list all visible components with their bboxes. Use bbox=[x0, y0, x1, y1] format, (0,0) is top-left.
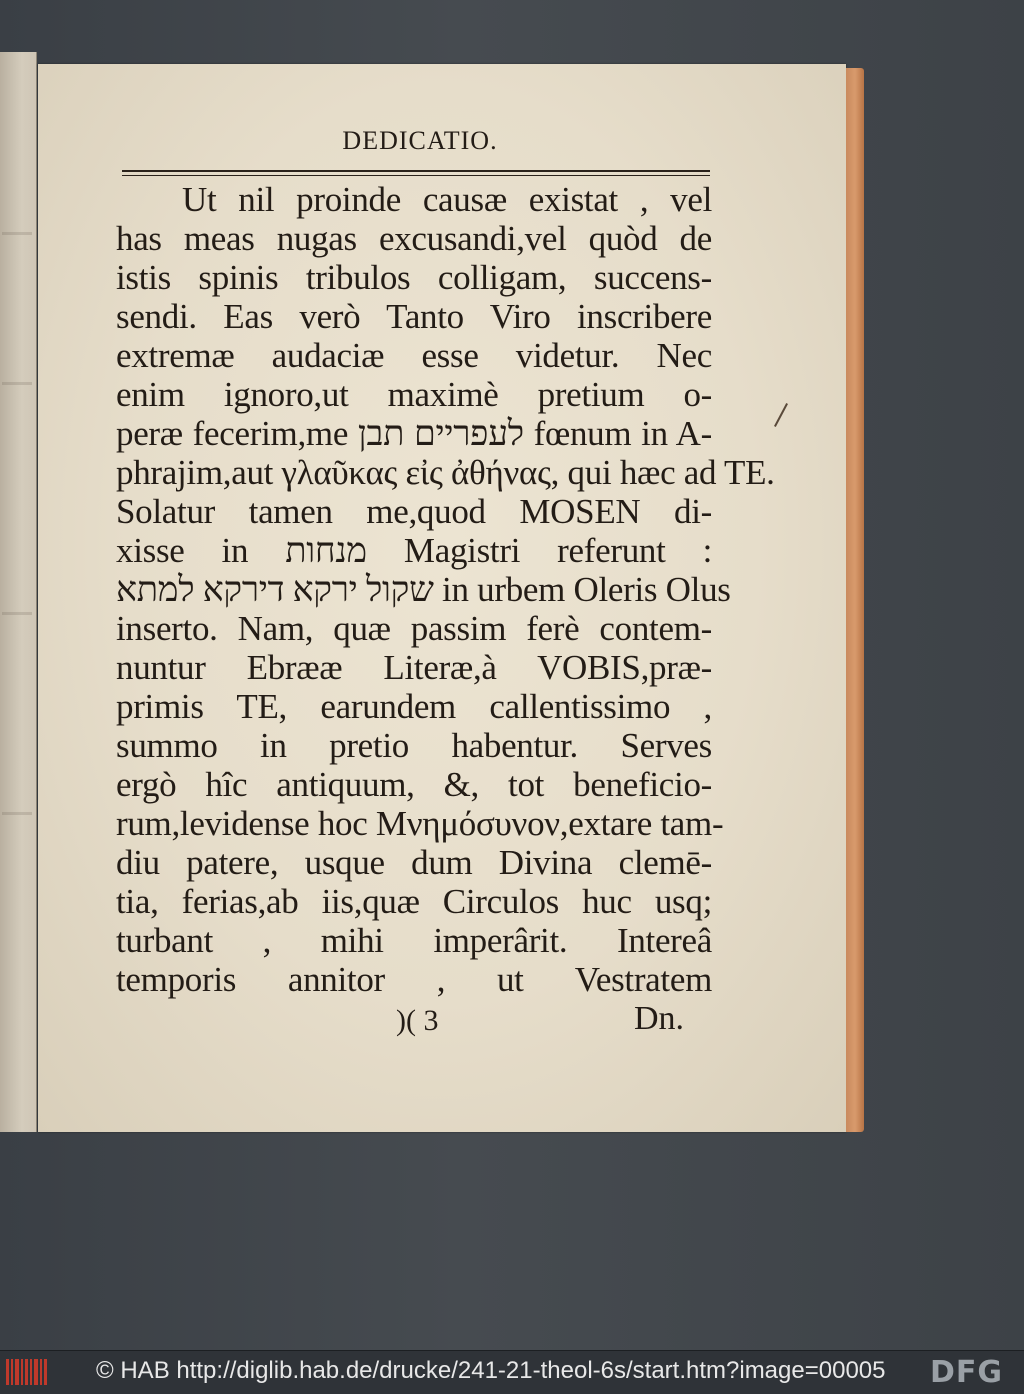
text-line: nuntur Ebrææ Literæ,à VOBIS,præ- bbox=[116, 648, 712, 687]
text-line: turbant , mihi imperârit. Intereâ bbox=[116, 921, 712, 960]
page-fore-edge bbox=[846, 68, 864, 1132]
text-line: sendi. Eas verò Tanto Viro inscribere bbox=[116, 297, 712, 336]
text-line: enim ignoro,ut maximè pretium o- bbox=[116, 375, 712, 414]
text-line: inserto. Nam, quæ passim ferè contem- bbox=[116, 609, 712, 648]
previous-page-edge bbox=[0, 52, 37, 1132]
dfg-logo: DFG bbox=[930, 1355, 1004, 1390]
text-line: ergò hîc antiquum, &, tot beneficio- bbox=[116, 765, 712, 804]
head-rule bbox=[122, 170, 710, 172]
catchword: Dn. bbox=[634, 1000, 685, 1037]
bleed-through-mark bbox=[2, 812, 32, 815]
text-line: diu patere, usque dum Divina clemē- bbox=[116, 843, 712, 882]
running-head: DEDICATIO. bbox=[342, 126, 498, 155]
bleed-through-mark bbox=[2, 232, 32, 235]
bleed-through-mark bbox=[2, 382, 32, 385]
text-line: has meas nugas excusandi,vel quòd de bbox=[116, 219, 712, 258]
text-line: tia, ferias,ab iis,quæ Circulos huc usq; bbox=[116, 882, 712, 921]
text-line: Solatur tamen me,quod MOSEN di- bbox=[116, 492, 712, 531]
text-line: istis spinis tribulos colligam, succens- bbox=[116, 258, 712, 297]
text-line: שקול ירקא דירקא למתא in urbem Oleris Olus bbox=[116, 570, 731, 609]
barcode-icon bbox=[6, 1359, 50, 1385]
text-line: summo in pretio habentur. Serves bbox=[116, 726, 712, 765]
copyright-url-text[interactable]: © HAB http://diglib.hab.de/drucke/241-21-theol-6s/start.htm?image=00005 bbox=[96, 1357, 886, 1384]
bleed-through-mark bbox=[2, 612, 32, 615]
text-line: Ut nil proinde causæ existat , vel bbox=[182, 180, 712, 219]
text-line: extremæ audaciæ esse videtur. Nec bbox=[116, 336, 712, 375]
signature-mark: )( 3 bbox=[396, 1004, 439, 1037]
text-line: rum,levidense hoc Μνημόσυνον,extare tam- bbox=[116, 804, 724, 843]
text-line: phrajim,aut γλαῦκας εἰς ἀθήνας, qui hæc ad TE. bbox=[116, 453, 775, 492]
body-text bbox=[116, 180, 775, 999]
viewer-footer bbox=[0, 1350, 1024, 1394]
text-line: temporis annitor , ut Vestratem bbox=[116, 960, 712, 999]
text-line: xisse in מנחות Magistri referunt : bbox=[116, 531, 712, 570]
text-line: primis TE, earundem callentissimo , bbox=[116, 687, 712, 726]
text-line: peræ fecerim,me לעפריים תבן fœnum in A- bbox=[116, 414, 713, 453]
